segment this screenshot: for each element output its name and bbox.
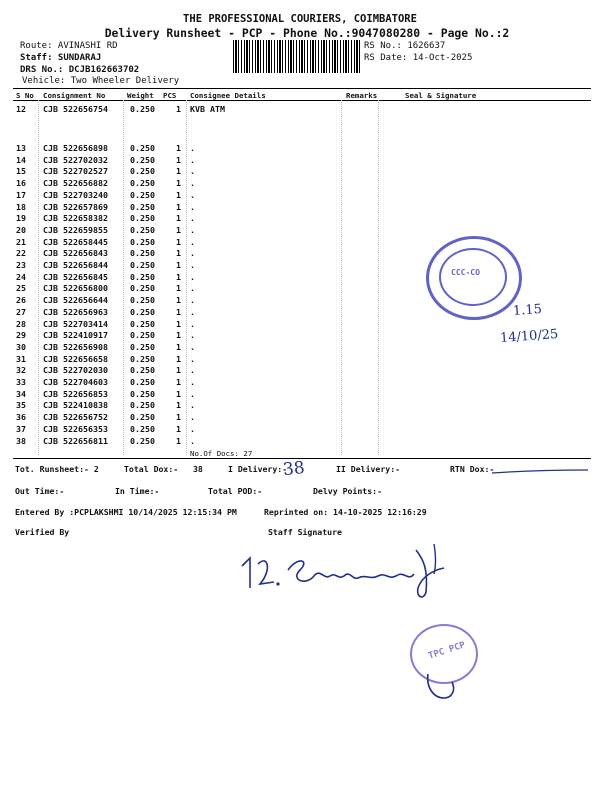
company-stamp-inner-ring bbox=[439, 248, 507, 306]
cell-details: . bbox=[190, 143, 195, 153]
company-stamp-text: CCC-CO bbox=[451, 268, 480, 277]
cell-cno: CJB 522703240 bbox=[43, 189, 108, 200]
vehicle-label: Vehicle: Two Wheeler Delivery bbox=[22, 76, 180, 86]
cell-pcs: 1 bbox=[176, 271, 181, 282]
total-pod-label: Total POD:- bbox=[208, 486, 263, 496]
cell-cno: CJB 522656658 bbox=[43, 353, 108, 364]
cell-cno: CJB 522656853 bbox=[43, 388, 108, 399]
cell-sno: 32 bbox=[16, 365, 26, 376]
cell-details: . bbox=[190, 189, 195, 200]
cell-cno: CJB 522658445 bbox=[43, 236, 108, 247]
cell-sno: 36 bbox=[16, 412, 26, 423]
cell-pcs: 1 bbox=[176, 377, 181, 387]
cell-cno: CJB 522657869 bbox=[43, 201, 108, 212]
col-sep bbox=[38, 100, 39, 455]
cell-sno: 17 bbox=[16, 189, 26, 200]
col-sep bbox=[341, 100, 342, 455]
cell-pcs: 1 bbox=[176, 201, 181, 212]
cell-weight: 0.250 bbox=[130, 104, 155, 114]
cell-pcs: 1 bbox=[176, 283, 181, 294]
ii-delivery-label: II Delivery:- bbox=[336, 464, 401, 474]
cell-cno: CJB 522656353 bbox=[43, 423, 108, 434]
cell-sno: 38 bbox=[16, 435, 26, 446]
col-sep bbox=[123, 100, 124, 455]
cell-weight: 0.250 bbox=[130, 166, 155, 177]
table-top-rule bbox=[13, 88, 591, 89]
staff-label: Staff: SUNDARAJ bbox=[20, 53, 102, 63]
cell-details: . bbox=[190, 400, 195, 411]
in-time-label: In Time:- bbox=[115, 486, 160, 496]
runsheet-title: Delivery Runsheet - PCP - Phone No.:9047080280 - Page No.:2 bbox=[104, 26, 510, 40]
company-stamp bbox=[426, 236, 522, 320]
cell-cno: CJB 522656844 bbox=[43, 260, 108, 270]
col-consignment: Consignment No bbox=[43, 91, 106, 100]
cell-pcs: 1 bbox=[176, 388, 181, 399]
no-of-docs: No.Of Docs: 27 bbox=[190, 449, 253, 458]
cell-sno: 13 bbox=[16, 143, 26, 153]
drs-number: DRS No.: DCJB162663702 bbox=[20, 65, 140, 75]
cell-sno: 31 bbox=[16, 353, 26, 364]
cell-sno: 14 bbox=[16, 154, 26, 165]
rs-date: RS Date: 14-Oct-2025 bbox=[364, 53, 473, 63]
cell-weight: 0.250 bbox=[130, 341, 155, 352]
cell-pcs: 1 bbox=[176, 236, 181, 247]
cell-pcs: 1 bbox=[176, 166, 181, 177]
cell-weight: 0.250 bbox=[130, 400, 155, 411]
cell-pcs: 1 bbox=[176, 213, 181, 224]
cell-sno: 15 bbox=[16, 166, 26, 177]
verified-by-label: Verified By bbox=[15, 527, 70, 537]
cell-pcs: 1 bbox=[176, 330, 181, 341]
cell-cno: CJB 522702527 bbox=[43, 166, 108, 177]
cell-weight: 0.250 bbox=[130, 260, 155, 270]
cell-sno: 24 bbox=[16, 271, 26, 282]
cell-pcs: 1 bbox=[176, 104, 181, 114]
cell-details: . bbox=[190, 365, 195, 376]
col-details: Consignee Details bbox=[190, 91, 266, 100]
cell-cno: CJB 522656882 bbox=[43, 178, 108, 189]
cell-pcs: 1 bbox=[176, 260, 181, 270]
cell-details: . bbox=[190, 178, 195, 189]
tot-runsheet: Tot. Runsheet:- 2 bbox=[15, 464, 99, 474]
cell-pcs: 1 bbox=[176, 143, 181, 153]
cell-details: . bbox=[190, 330, 195, 341]
cell-weight: 0.250 bbox=[130, 353, 155, 364]
cell-weight: 0.250 bbox=[130, 236, 155, 247]
cell-weight: 0.250 bbox=[130, 283, 155, 294]
cell-details: . bbox=[190, 341, 195, 352]
cell-sno: 22 bbox=[16, 248, 26, 259]
cell-details: . bbox=[190, 318, 195, 329]
cell-pcs: 1 bbox=[176, 189, 181, 200]
pcp-stamp-text: TPC PCP bbox=[427, 640, 467, 662]
cell-sno: 25 bbox=[16, 283, 26, 294]
cell-pcs: 1 bbox=[176, 248, 181, 259]
cell-details: . bbox=[190, 201, 195, 212]
cell-cno: CJB 522656644 bbox=[43, 295, 108, 306]
cell-cno: CJB 522656843 bbox=[43, 248, 108, 259]
reprinted-on: Reprinted on: 14-10-2025 12:16:29 bbox=[264, 507, 427, 517]
cell-cno: CJB 522656898 bbox=[43, 143, 108, 153]
cell-cno: CJB 522656811 bbox=[43, 435, 108, 446]
staff-signature-label: Staff Signature bbox=[268, 527, 342, 537]
cell-pcs: 1 bbox=[176, 224, 181, 235]
cell-sno: 26 bbox=[16, 295, 26, 306]
cell-weight: 0.250 bbox=[130, 295, 155, 306]
date-note-handwritten: 14/10/25 bbox=[499, 326, 559, 347]
cell-cno: CJB 522702030 bbox=[43, 365, 108, 376]
staff-signature-scrawl bbox=[238, 530, 458, 600]
cell-weight: 0.250 bbox=[130, 143, 155, 153]
cell-sno: 19 bbox=[16, 213, 26, 224]
cell-details: . bbox=[190, 283, 195, 294]
cell-pcs: 1 bbox=[176, 412, 181, 423]
cell-weight: 0.250 bbox=[130, 201, 155, 212]
cell-weight: 0.250 bbox=[130, 377, 155, 387]
cell-cno: CJB 522659855 bbox=[43, 224, 108, 235]
cell-sno: 27 bbox=[16, 306, 26, 317]
cell-weight: 0.250 bbox=[130, 388, 155, 399]
cell-pcs: 1 bbox=[176, 435, 181, 446]
cell-weight: 0.250 bbox=[130, 318, 155, 329]
cell-sno: 30 bbox=[16, 341, 26, 352]
cell-sno: 12 bbox=[16, 104, 26, 114]
col-weight: Weight bbox=[127, 91, 154, 100]
cell-weight: 0.250 bbox=[130, 248, 155, 259]
col-sno: S No bbox=[16, 91, 34, 100]
col-seal: Seal & Signature bbox=[405, 91, 477, 100]
cell-weight: 0.250 bbox=[130, 412, 155, 423]
cell-cno: CJB 522410917 bbox=[43, 330, 108, 341]
cell-sno: 29 bbox=[16, 330, 26, 341]
cell-cno: CJB 522658382 bbox=[43, 213, 108, 224]
i-delivery-label: I Delivery:- bbox=[228, 464, 288, 474]
out-time-label: Out Time:- bbox=[15, 486, 65, 496]
i-delivery-handwritten: 38 bbox=[282, 457, 306, 481]
cell-pcs: 1 bbox=[176, 178, 181, 189]
time-note-handwritten: 1.15 bbox=[512, 302, 543, 319]
rtn-dox-pen-line bbox=[492, 462, 592, 476]
cell-details: . bbox=[190, 260, 195, 270]
cell-weight: 0.250 bbox=[130, 154, 155, 165]
cell-details: . bbox=[190, 295, 195, 306]
cell-pcs: 1 bbox=[176, 400, 181, 411]
cell-sno: 21 bbox=[16, 236, 26, 247]
cell-sno: 18 bbox=[16, 201, 26, 212]
rs-number: RS No.: 1626637 bbox=[364, 41, 446, 51]
cell-sno: 33 bbox=[16, 377, 26, 387]
cell-weight: 0.250 bbox=[130, 306, 155, 317]
cell-weight: 0.250 bbox=[130, 271, 155, 282]
cell-pcs: 1 bbox=[176, 154, 181, 165]
cell-weight: 0.250 bbox=[130, 435, 155, 446]
pcp-stamp-scribble bbox=[422, 664, 462, 704]
cell-weight: 0.250 bbox=[130, 213, 155, 224]
cell-pcs: 1 bbox=[176, 423, 181, 434]
cell-cno: CJB 522656963 bbox=[43, 306, 108, 317]
cell-cno: CJB 522410838 bbox=[43, 400, 108, 411]
cell-details: . bbox=[190, 388, 195, 399]
company-name: THE PROFESSIONAL COURIERS, COIMBATORE bbox=[183, 13, 417, 25]
cell-sno: 35 bbox=[16, 400, 26, 411]
cell-weight: 0.250 bbox=[130, 330, 155, 341]
cell-details: . bbox=[190, 435, 195, 446]
cell-details: . bbox=[190, 412, 195, 423]
cell-weight: 0.250 bbox=[130, 365, 155, 376]
col-pcs: PCS bbox=[163, 91, 177, 100]
cell-cno: CJB 522703414 bbox=[43, 318, 108, 329]
cell-details: . bbox=[190, 353, 195, 364]
cell-details: . bbox=[190, 224, 195, 235]
cell-cno: CJB 522704603 bbox=[43, 377, 108, 387]
cell-pcs: 1 bbox=[176, 295, 181, 306]
cell-sno: 16 bbox=[16, 178, 26, 189]
cell-weight: 0.250 bbox=[130, 189, 155, 200]
cell-cno: CJB 522656908 bbox=[43, 341, 108, 352]
cell-sno: 37 bbox=[16, 423, 26, 434]
cell-sno: 34 bbox=[16, 388, 26, 399]
cell-details: . bbox=[190, 166, 195, 177]
table-header-rule bbox=[13, 100, 591, 101]
cell-details: . bbox=[190, 306, 195, 317]
col-sep bbox=[186, 100, 187, 455]
cell-pcs: 1 bbox=[176, 353, 181, 364]
cell-details: . bbox=[190, 236, 195, 247]
cell-pcs: 1 bbox=[176, 365, 181, 376]
cell-sno: 20 bbox=[16, 224, 26, 235]
col-sep bbox=[378, 100, 379, 455]
cell-weight: 0.250 bbox=[130, 423, 155, 434]
cell-details: KVB ATM bbox=[190, 104, 225, 114]
total-dox-label: Total Dox:- bbox=[124, 464, 179, 474]
cell-details: . bbox=[190, 271, 195, 282]
entered-by: Entered By :PCPLAKSHMI 10/14/2025 12:15:34 PM bbox=[15, 507, 237, 517]
cell-cno: CJB 522702032 bbox=[43, 154, 108, 165]
cell-weight: 0.250 bbox=[130, 178, 155, 189]
cell-details: . bbox=[190, 248, 195, 259]
cell-weight: 0.250 bbox=[130, 224, 155, 235]
cell-sno: 23 bbox=[16, 260, 26, 270]
cell-pcs: 1 bbox=[176, 306, 181, 317]
cell-pcs: 1 bbox=[176, 341, 181, 352]
rtn-dox-label: RTN Dox:- bbox=[450, 464, 495, 474]
cell-cno: CJB 522656845 bbox=[43, 271, 108, 282]
cell-pcs: 1 bbox=[176, 318, 181, 329]
delvy-points-label: Delvy Points:- bbox=[313, 486, 383, 496]
cell-details: . bbox=[190, 423, 195, 434]
cell-cno: CJB 522656752 bbox=[43, 412, 108, 423]
cell-details: . bbox=[190, 377, 195, 387]
cell-sno: 28 bbox=[16, 318, 26, 329]
route-label: Route: AVINASHI RD bbox=[20, 41, 118, 51]
cell-cno: CJB 522656800 bbox=[43, 283, 108, 294]
cell-details: . bbox=[190, 154, 195, 165]
col-remarks: Remarks bbox=[346, 91, 378, 100]
total-dox-value: 38 bbox=[193, 464, 203, 474]
cell-cno: CJB 522656754 bbox=[43, 104, 108, 114]
barcode bbox=[233, 40, 361, 73]
cell-details: . bbox=[190, 213, 195, 224]
